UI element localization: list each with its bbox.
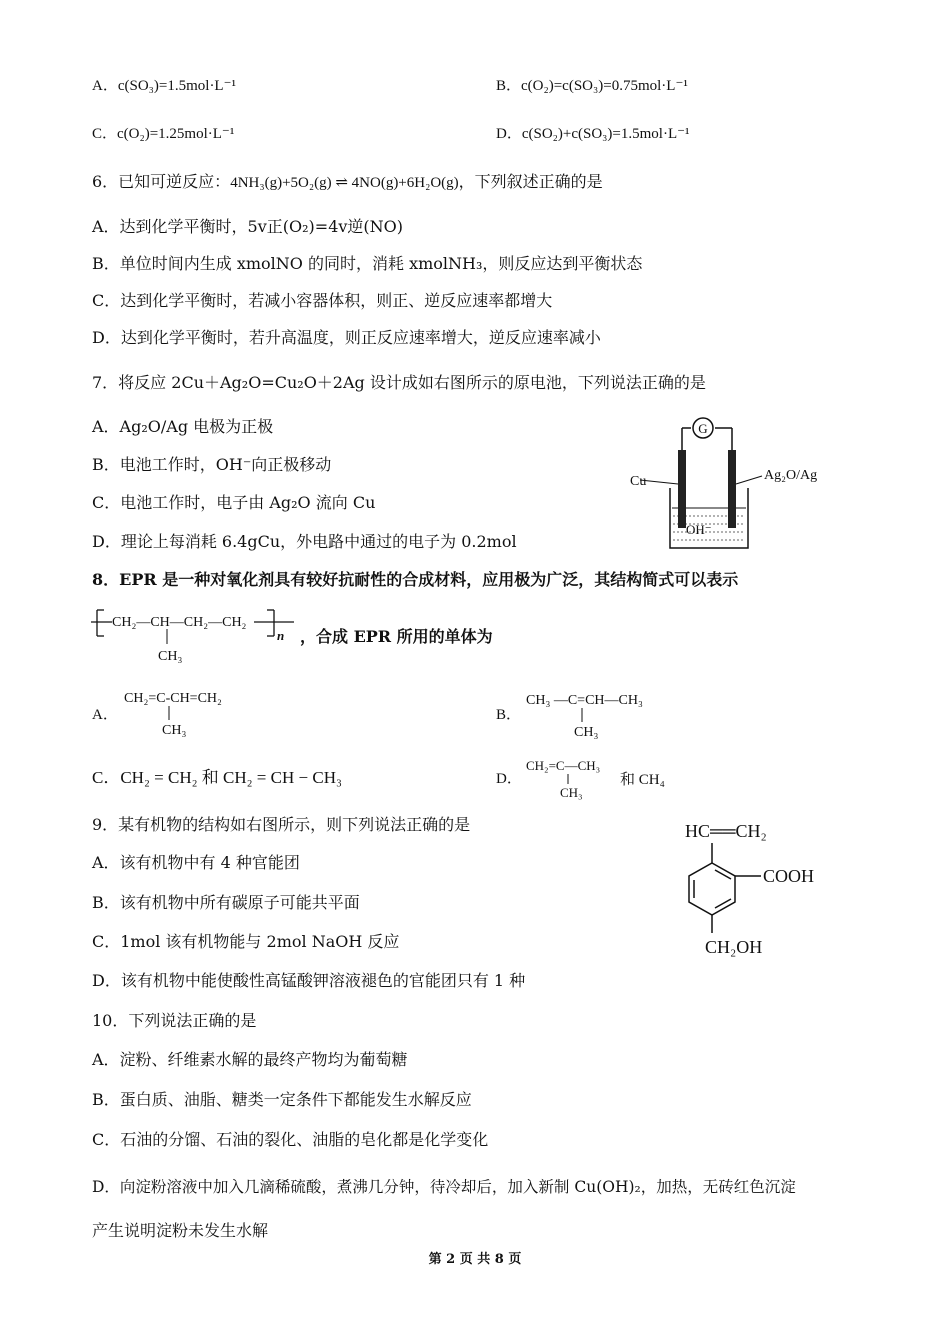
cu-electrode xyxy=(678,450,686,528)
ag2o-ag-label: Ag₂O/Ag xyxy=(764,468,818,483)
hydroxymethyl-group: CH₂OH xyxy=(705,937,763,957)
q8-d-extra: 和 CH₄ xyxy=(620,772,665,788)
q9-option-b: B．该有机物中所有碳原子可能共平面 xyxy=(92,893,360,912)
cu-label: Cu xyxy=(630,474,647,489)
q8-option-d-structure xyxy=(520,752,680,804)
epr-branch: CH₃ xyxy=(158,649,183,664)
epr-n: n xyxy=(277,628,285,643)
q5-option-b: B．c(O₂)=c(SO₃)=0.75mol·L⁻¹ xyxy=(496,78,688,94)
q7-option-b: B．电池工作时，OH⁻向正极移动 xyxy=(92,455,332,474)
q9-option-d: D．该有机物中能使酸性高锰酸钾溶液褪色的官能团只有 1 种 xyxy=(92,971,526,990)
q6-stem: 6．已知可逆反应：4NH₃(g)+5O₂(g) ⇌ 4NO(g)+6H₂O(g)，下列叙述正确的是 xyxy=(92,172,603,191)
q8-stem2: ，合成 EPR 所用的单体为 xyxy=(300,627,493,646)
q10-option-a: A．淀粉、纤维素水解的最终产物均为葡萄糖 xyxy=(92,1050,408,1069)
q7-stem: 7．将反应 2Cu＋Ag₂O=Cu₂O＋2Ag 设计成如右图所示的原电池，下列说法正确的是 xyxy=(92,373,706,392)
q8-option-a-structure xyxy=(118,684,258,744)
ag2o-electrode xyxy=(728,450,736,528)
q5-option-c: C．c(O₂)=1.25mol·L⁻¹ xyxy=(92,126,235,142)
q6-option-b: B．单位时间内生成 xmolNO 的同时，消耗 xmolNH₃，则反应达到平衡状态 xyxy=(92,254,643,273)
q8-option-a-label: A． xyxy=(92,707,118,723)
q6-option-d: D．达到化学平衡时，若升高温度，则正反应速率增大，逆反应速率减小 xyxy=(92,328,601,347)
benzene-ring xyxy=(689,843,761,933)
q6-option-a: A．达到化学平衡时，5v正(O₂)=4v逆(NO) xyxy=(92,217,404,236)
q8-option-b-label: B． xyxy=(496,707,522,723)
organic-molecule-structure xyxy=(675,815,835,980)
q7-option-a: A．Ag₂O/Ag 电极为正极 xyxy=(92,417,274,436)
q9-option-c: C．1mol 该有机物能与 2mol NaOH 反应 xyxy=(92,932,400,951)
page-footer: 第 2 页 共 8 页 xyxy=(428,1252,522,1267)
q5-option-d: D．c(SO₂)+c(SO₃)=1.5mol·L⁻¹ xyxy=(496,126,690,142)
galvanometer-label: G xyxy=(698,421,708,436)
q8-d-main: CH₂=C—CH₃ xyxy=(526,758,601,773)
q6-option-c: C．达到化学平衡时，若减小容器体积，则正、逆反应速率都增大 xyxy=(92,291,553,310)
q9-option-a: A．该有机物中有 4 种官能团 xyxy=(92,853,300,872)
q10-option-d: D．向淀粉溶液中加入几滴稀硫酸，煮沸几分钟，待冷却后，加入新制 Cu(OH)₂，加热，无砖红色沉淀 xyxy=(92,1178,796,1196)
q8-stem: 8．EPR 是一种对氧化剂具有较好抗耐性的合成材料，应用极为广泛，其结构简式可以表示 xyxy=(92,570,739,589)
q8-option-b-structure xyxy=(520,684,680,744)
carboxyl-group: COOH xyxy=(763,866,815,886)
q8-d-branch: CH₃ xyxy=(560,785,583,800)
galvanic-cell-diagram xyxy=(620,410,850,555)
q8-b-branch: CH₃ xyxy=(574,725,599,740)
q8-option-d-label: D． xyxy=(496,771,522,787)
q9-stem: 9．某有机物的结构如右图所示，则下列说法正确的是 xyxy=(92,815,471,834)
q8-a-main: CH₂=C-CH=CH₂ xyxy=(124,691,222,706)
q6-equation: 4NH₃(g)+5O₂(g) ⇌ 4NO(g)+6H₂O(g) xyxy=(230,175,459,191)
q8-a-branch: CH₃ xyxy=(162,723,187,738)
epr-chain: CH₂—CH—CH₂—CH₂ xyxy=(112,615,247,630)
electrolyte-label: OH⁻ xyxy=(686,522,712,537)
q8-b-main: CH₃ —C=CH—CH₃ xyxy=(526,693,643,708)
q10-stem: 10．下列说法正确的是 xyxy=(92,1011,257,1030)
q7-option-d: D．理论上每消耗 6.4gCu，外电路中通过的电子为 0.2mol xyxy=(92,532,517,551)
q8-option-c: C．CH₂ = CH₂ 和 CH₂ = CH − CH₃ xyxy=(92,768,342,787)
epr-structure xyxy=(88,604,300,666)
vinyl-group: HC══CH₂ xyxy=(685,821,767,841)
q10-option-b: B．蛋白质、油脂、糖类一定条件下都能发生水解反应 xyxy=(92,1090,472,1109)
q7-option-c: C．电池工作时，电子由 Ag₂O 流向 Cu xyxy=(92,493,376,512)
q5-option-a: A．c(SO₃)=1.5mol·L⁻¹ xyxy=(92,78,237,94)
q10-option-c: C．石油的分馏、石油的裂化、油脂的皂化都是化学变化 xyxy=(92,1130,489,1149)
q10-option-d-cont: 产生说明淀粉未发生水解 xyxy=(92,1221,269,1240)
